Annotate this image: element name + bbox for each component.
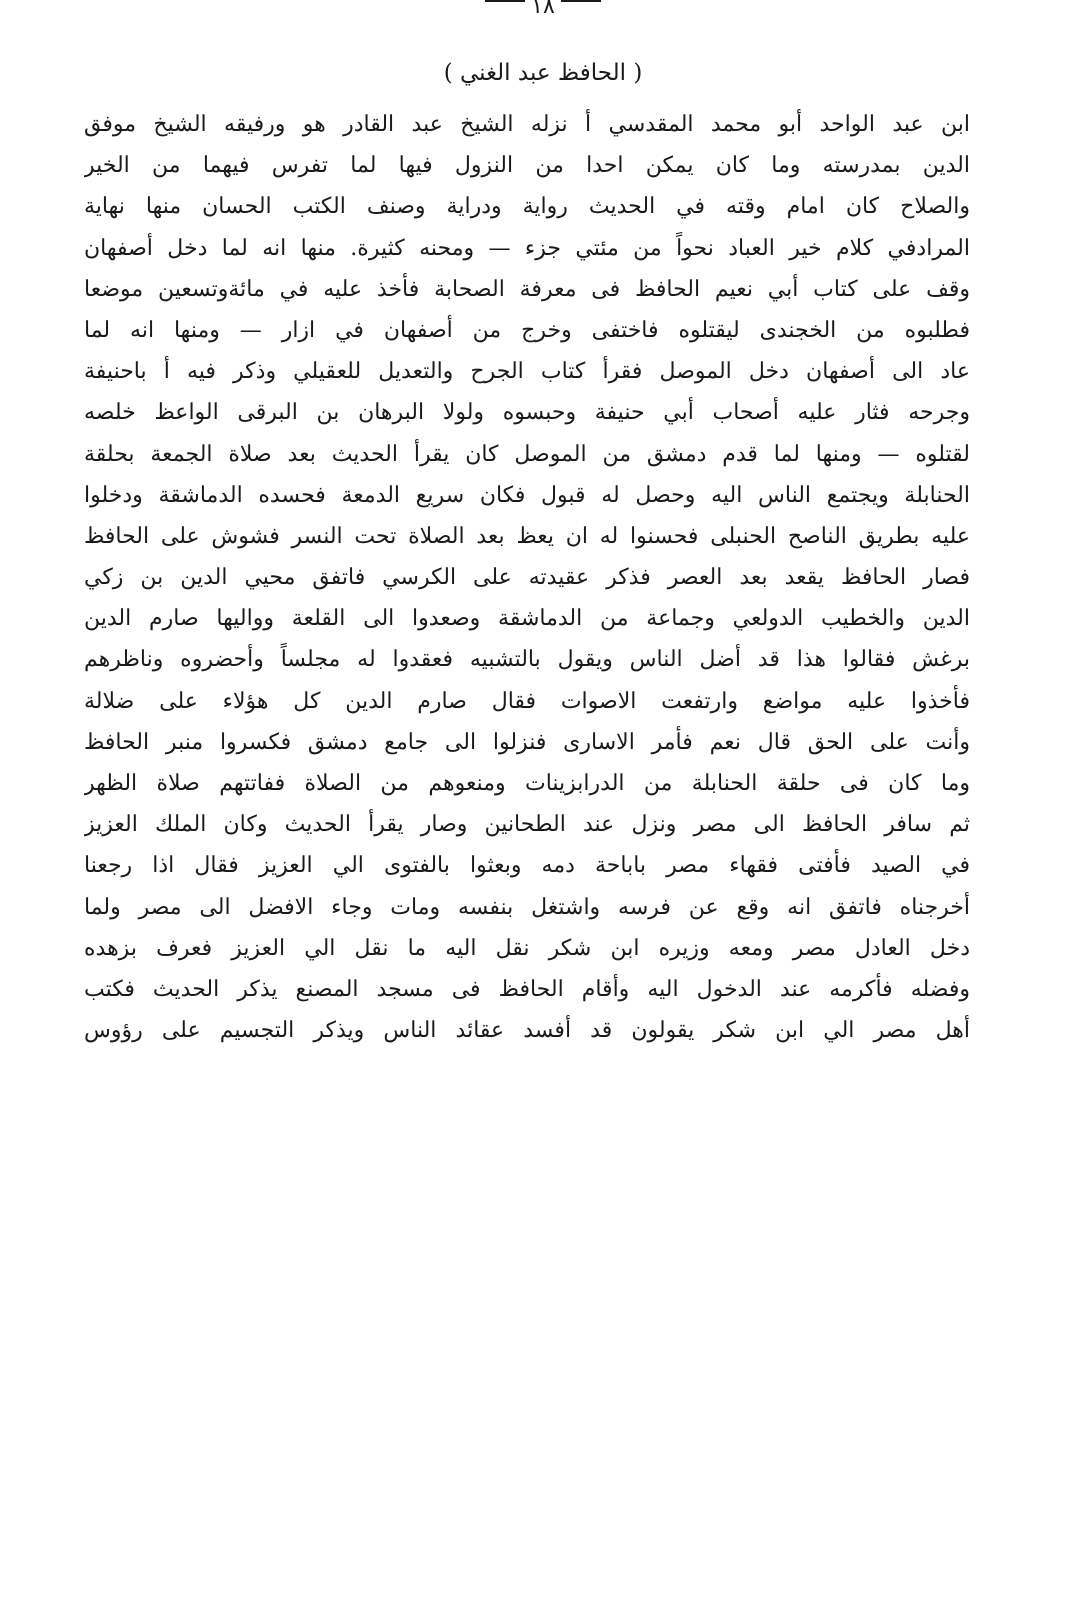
text-line: دخل العادل مصر ومعه وزيره ابن شكر نقل اليه ما نقل الي العزيز فعرف بزهده	[84, 935, 970, 961]
text-line: الدين بمدرسته وما كان يمكن احدا من النزول فيها لما تفرس فيهما من الخير	[84, 153, 970, 179]
text-line: وفضله فأكرمه عند الدخول اليه وأقام الحافظ فى مسجد المصنع يذكر الحديث فكتب	[84, 976, 970, 1002]
section-heading: ( الحافظ عبد الغني )	[443, 60, 643, 86]
text-line: وقف على كتاب أبي نعيم الحافظ فى معرفة الصحابة فأخذ عليه في مائةوتسعين موضعا	[84, 276, 970, 302]
text-line: فأخذوا عليه مواضع وارتفعت الاصوات فقال صارم الدين كل هؤلاء على ضلالة	[84, 688, 970, 714]
text-line: أخرجناه فاتفق انه وقع عن فرسه واشتغل بنفسه ومات وجاء الافضل الى مصر ولما	[84, 894, 970, 920]
text-line: والصلاح كان امام وقته في الحديث رواية ودراية وصنف الكتب الحسان منها نهاية	[84, 194, 970, 220]
text-line: عاد الى أصفهان دخل الموصل فقرأ كتاب الجرح والتعديل للعقيلي وذكر فيه أ باحنيفة	[84, 359, 970, 385]
page-number-header	[0, 0, 1086, 30]
text-line: ابن عبد الواحد أبو محمد المقدسي أ نزله الشيخ عبد القادر هو ورفيقه الشيخ موفق	[84, 112, 970, 137]
text-line: فصار الحافظ يقعد بعد العصر فذكر عقيدته على الكرسي فاتفق محيي الدين بن زكي	[84, 565, 970, 591]
text-line: عليه بطريق الناصح الحنبلى فحسنوا له ان يعظ بعد الصلاة تحت النسر فشوش على الحافظ	[84, 523, 970, 549]
text-line: أهل مصر الي ابن شكر يقولون قد أفسد عقائد الناس ويذكر التجسيم على رؤوس	[84, 1018, 970, 1044]
text-line: وجرحه فثار عليه أصحاب أبي حنيفة وحبسوه ولولا البرهان بن البرقى الواعظ خلصه	[84, 400, 970, 426]
text-line: في الصيد فأفتى فقهاء مصر باباحة دمه وبعثوا بالفتوى الي العزيز فقال اذا رجعنا	[84, 853, 970, 879]
page-number-rule-left	[561, 0, 601, 2]
text-line: فطلبوه من الخجندى ليقتلوه فاختفى وخرج من أصفهان في ازار — ومنها انه لما	[84, 317, 970, 343]
page-number: ١٨	[531, 0, 555, 19]
page-number-rule-right	[485, 0, 525, 2]
text-line: الدين والخطيب الدولعي وجماعة من الدماشقة وصعدوا الى القلعة وواليها صارم الدين	[84, 606, 970, 632]
body-text	[84, 104, 970, 1051]
text-line: برغش فقالوا هذا قد أضل الناس ويقول بالتشبيه فعقدوا له مجلساً وأحضروه وناظرهم	[84, 647, 970, 673]
text-line: ثم سافر الحافظ الى مصر ونزل عند الطحانين وصار يقرأ الحديث وكان الملك العزيز	[84, 812, 970, 838]
text-line: وما كان فى حلقة الحنابلة من الدرابزينات ومنعوهم من الصلاة ففاتتهم صلاة الظهر	[84, 771, 970, 796]
text-line: وأنت على الحق قال نعم فأمر الاسارى فنزلوا الى جامع دمشق فكسروا منبر الحافظ	[84, 729, 970, 755]
text-line: الحنابلة ويجتمع الناس اليه وحصل له قبول فكان سريع الدمعة فحسده الدماشقة ودخلوا	[84, 482, 970, 508]
text-line: لقتلوه — ومنها لما قدم دمشق من الموصل كان يقرأ الحديث بعد صلاة الجمعة بحلقة	[84, 441, 970, 467]
text-line: المرادفي كلام خير العباد نحواً من مئتي جزء — ومحنه كثيرة. منها انه لما دخل أصفهان	[84, 235, 970, 261]
